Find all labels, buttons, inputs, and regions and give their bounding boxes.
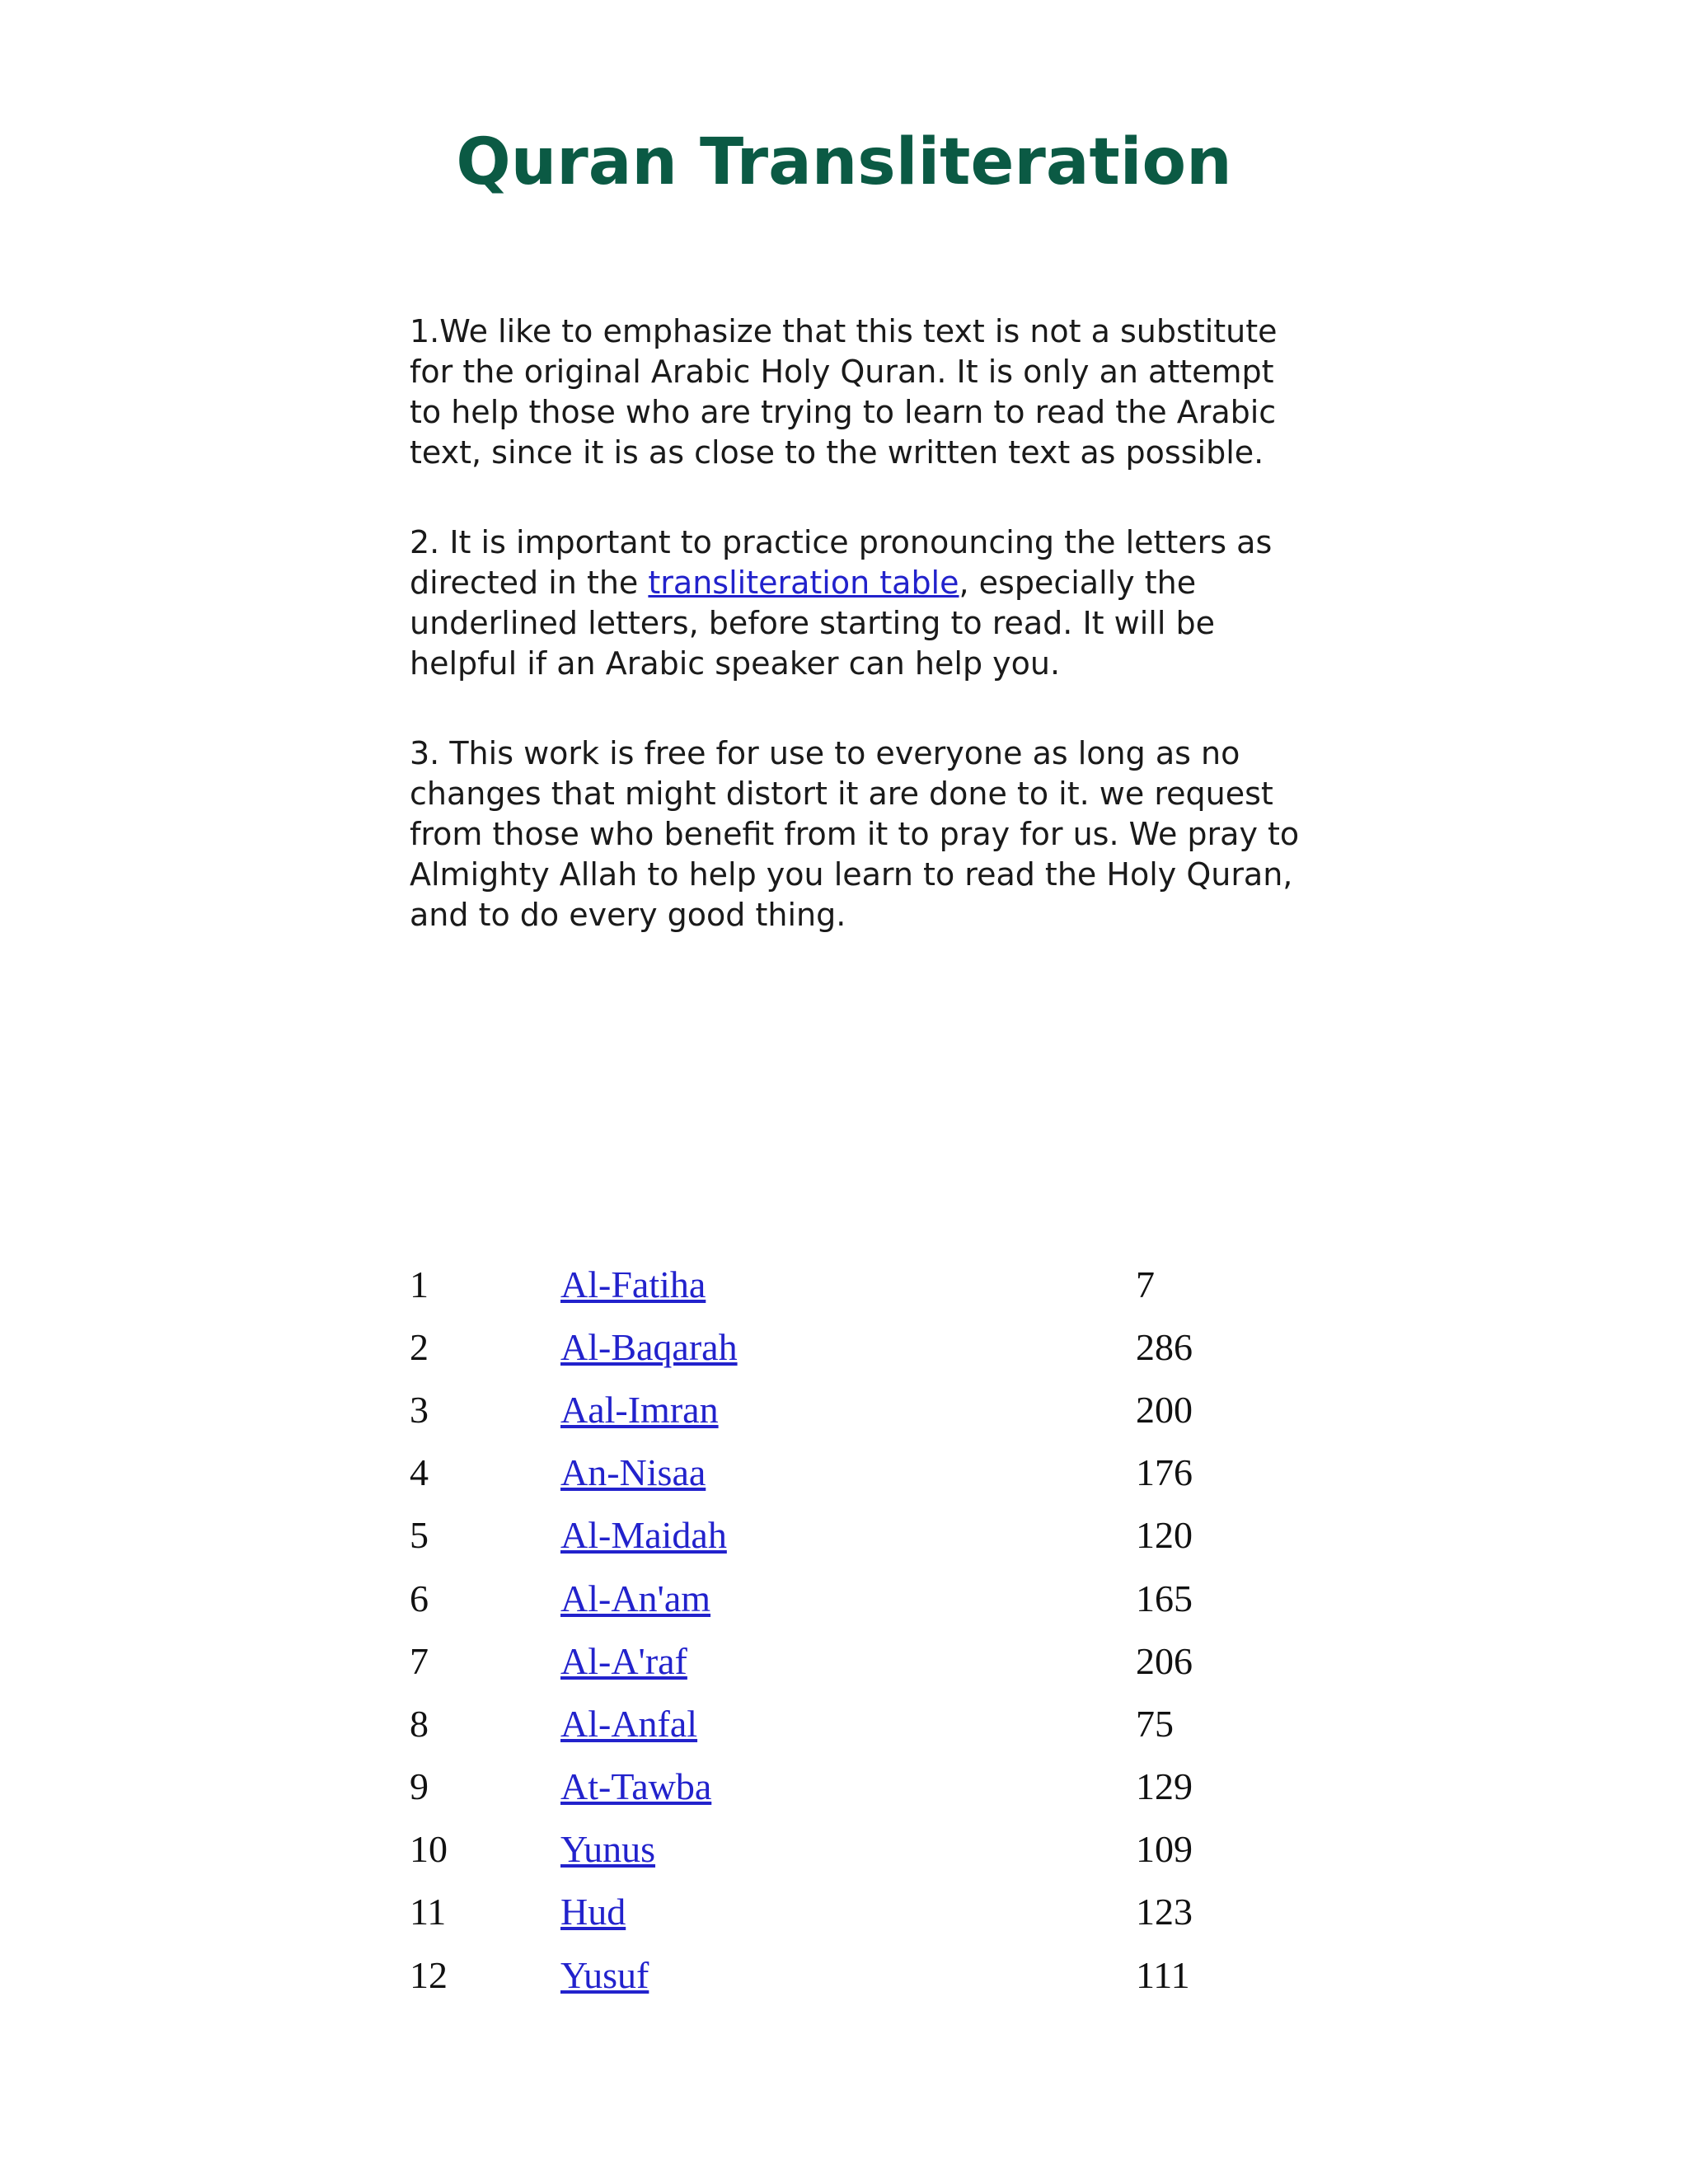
surah-number: 3	[410, 1388, 429, 1431]
intro-paragraph-2-text-end: , especially the underlined letters, before starting to read. It will be helpful if an Arabic speaker can help you.	[410, 565, 1215, 682]
table-row	[410, 1441, 1301, 1504]
table-row	[410, 1755, 1301, 1818]
table-row	[410, 1943, 1301, 2006]
table-row	[410, 1378, 1301, 1441]
surah-number: 9	[410, 1765, 429, 1808]
verse-count: 200	[1136, 1388, 1193, 1431]
table-row	[410, 1504, 1301, 1567]
verse-count: 206	[1136, 1639, 1193, 1682]
surah-link[interactable]: At-Tawba	[560, 1765, 712, 1808]
verse-count: 286	[1136, 1325, 1193, 1368]
surah-number: 7	[410, 1639, 429, 1682]
surah-link[interactable]: Yunus	[560, 1828, 656, 1871]
table-row	[410, 1253, 1301, 1315]
table-row	[410, 1567, 1301, 1629]
table-row	[410, 1315, 1301, 1378]
surah-link[interactable]: Al-An'am	[560, 1577, 711, 1619]
surah-number: 12	[410, 1953, 448, 1996]
surah-link[interactable]: Al-A'raf	[560, 1639, 687, 1682]
surah-name-cell	[560, 1378, 1136, 1441]
surah-name-cell	[560, 1692, 1136, 1755]
verse-count: 129	[1136, 1765, 1193, 1808]
table-row	[410, 1881, 1301, 1943]
surah-name-cell	[560, 1441, 1136, 1504]
verse-count: 120	[1136, 1514, 1193, 1557]
surah-name-cell	[560, 1567, 1136, 1629]
verse-count: 165	[1136, 1577, 1193, 1619]
surah-name-cell	[560, 1629, 1136, 1692]
transliteration-table-link[interactable]: transliteration table	[648, 565, 959, 601]
verse-count: 176	[1136, 1451, 1193, 1494]
surah-name-cell	[560, 1315, 1136, 1378]
surah-link[interactable]: Al-Anfal	[560, 1702, 698, 1745]
surah-name-cell	[560, 1881, 1136, 1943]
surah-number: 11	[410, 1891, 447, 1933]
surah-link[interactable]: Hud	[560, 1891, 626, 1933]
table-row	[410, 1818, 1301, 1881]
verse-count: 75	[1136, 1702, 1174, 1745]
surah-number: 2	[410, 1325, 429, 1368]
intro-paragraph-3: 3. This work is free for use to everyone as long as no changes that might distort it are done to it. we request from those who benefit from it to pray for us. We pray to Almighty Allah to help you learn to read the Holy Quran, and to do every good thing.	[410, 735, 1300, 933]
verse-count: 109	[1136, 1828, 1193, 1871]
surah-name-cell	[560, 1818, 1136, 1881]
surah-link[interactable]: Aal-Imran	[560, 1388, 719, 1431]
verse-count: 123	[1136, 1891, 1193, 1933]
surah-number: 8	[410, 1702, 429, 1745]
surah-name-cell	[560, 1504, 1136, 1567]
surah-number: 5	[410, 1514, 429, 1557]
surah-name-cell	[560, 1253, 1136, 1315]
verse-count: 111	[1136, 1953, 1190, 1996]
surah-number: 10	[410, 1828, 448, 1871]
table-row	[410, 1692, 1301, 1755]
verse-count: 7	[1136, 1263, 1155, 1305]
intro-section	[410, 312, 1300, 985]
surah-name-cell	[560, 1755, 1136, 1818]
surah-link[interactable]: Al-Maidah	[560, 1514, 727, 1557]
surah-number: 4	[410, 1451, 429, 1494]
intro-paragraph-1: 1.We like to emphasize that this text is not a substitute for the original Arabic Holy Quran. It is only an attempt to help those who are trying to learn to read the Arabic text, since it is as close to the written text as possible.	[410, 313, 1278, 471]
intro-paragraph-2	[410, 523, 1300, 684]
intro-paragraph-2-text-start: 2. It is important to practice pronouncing the letters as directed in the	[410, 524, 1273, 601]
table-row	[410, 1629, 1301, 1692]
surah-number: 1	[410, 1263, 429, 1305]
surah-name-cell	[560, 1943, 1136, 2006]
surah-link[interactable]: Al-Baqarah	[560, 1325, 738, 1368]
surah-number: 6	[410, 1577, 429, 1619]
surah-table	[410, 1253, 1301, 2006]
surah-link[interactable]: An-Nisaa	[560, 1451, 706, 1494]
page-title: Quran Transliteration	[456, 125, 1232, 199]
surah-link[interactable]: Al-Fatiha	[560, 1263, 706, 1305]
surah-link[interactable]: Yusuf	[560, 1953, 649, 1996]
